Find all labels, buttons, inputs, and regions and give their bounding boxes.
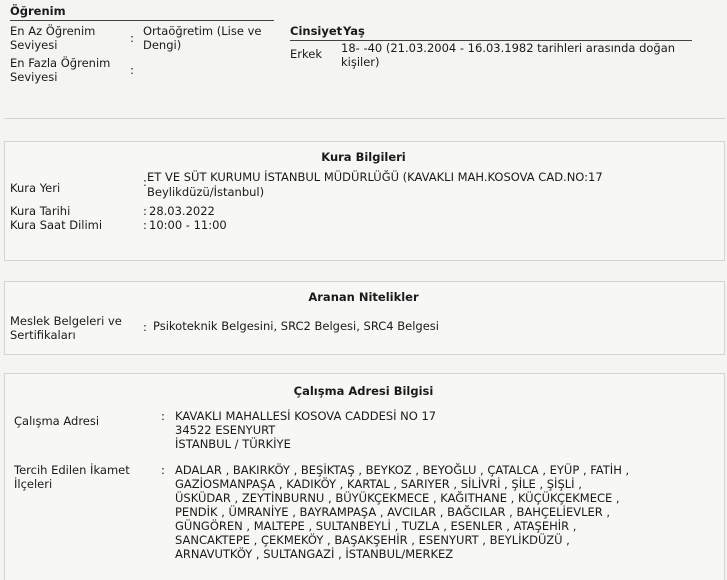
kura-date-colon: : — [143, 204, 147, 218]
kura-time-value: 10:00 - 11:00 — [149, 218, 227, 232]
min-education-colon: : — [130, 31, 134, 45]
qualifications-colon: : — [143, 320, 147, 334]
kura-time-label: Kura Saat Dilimi — [10, 218, 103, 232]
qualifications-title: Aranan Nitelikler — [308, 290, 419, 304]
address-line3: İSTANBUL / TÜRKİYE — [175, 437, 291, 451]
districts-label: Tercih Edilen İkamet İlçeleri — [14, 463, 130, 491]
district-line: ADALAR , BAKIRKÖY , BEŞİKTAŞ , BEYKOZ , BEYOĞLU , ÇATALCA , EYÜP , FATİH , — [175, 463, 630, 477]
kura-date-label: Kura Tarihi — [10, 204, 71, 218]
min-education-value: Ortaöğretim (Lise ve Dengi) — [143, 24, 262, 52]
address-label: Çalışma Adresi — [14, 414, 100, 428]
district-line: GÜNGÖREN , MALTEPE , SULTANBEYLİ , TUZLA , ESENLER , ATAŞEHİR , — [175, 519, 577, 533]
kura-place-colon: : — [143, 175, 147, 189]
kura-date-value: 28.03.2022 — [149, 204, 215, 218]
kura-time-colon: : — [143, 218, 147, 232]
address-colon: : — [161, 409, 165, 423]
age-heading: Yaş — [343, 24, 365, 38]
kura-title: Kura Bilgileri — [321, 150, 406, 164]
qualifications-label: Meslek Belgeleri ve Sertifikaları — [10, 314, 122, 342]
max-education-label: En Fazla Öğrenim Seviyesi — [10, 56, 111, 84]
gender-heading: Cinsiyet — [290, 24, 343, 38]
min-education-label: En Az Öğrenim Seviyesi — [10, 24, 96, 52]
kura-place-line1: ET VE SÜT KURUMU İSTANBUL MÜDÜRLÜĞÜ (KAVAKLI MAH.KOSOVA CAD.NO:17 — [147, 170, 603, 184]
education-heading: Öğrenim — [10, 4, 66, 18]
district-line: ARNAVUTKÖY , SULTANGAZİ , İSTANBUL/MERKEZ — [175, 547, 454, 561]
gender-value: Erkek — [290, 47, 322, 61]
district-line: ÜSKÜDAR , ZEYTİNBURNU , BÜYÜKÇEKMECE , KAĞITHANE , KÜÇÜKÇEKMECE , — [175, 491, 620, 505]
address-line1: KAVAKLI MAHALLESİ KOSOVA CADDESİ NO 17 — [175, 409, 437, 423]
max-education-colon: : — [130, 63, 134, 77]
age-value: 18- -40 (21.03.2004 - 16.03.1982 tarihleri arasında doğan kişiler) — [341, 41, 676, 69]
qualifications-value: Psikoteknik Belgesini, SRC2 Belgesi, SRC4 Belgesi — [153, 319, 439, 333]
district-line: PENDİK , ÜMRANİYE , BAYRAMPAŞA , AVCILAR , BAĞCILAR , BAHÇELİEVLER , — [175, 505, 611, 519]
section-divider — [4, 118, 725, 119]
address-title: Çalışma Adresi Bilgisi — [293, 384, 434, 398]
education-heading-rule — [10, 20, 274, 21]
kura-place-line2: Beylikdüzü/İstanbul) — [147, 185, 265, 199]
districts-colon: : — [161, 463, 165, 477]
kura-place-label: Kura Yeri — [10, 181, 61, 195]
address-line2: 34522 ESENYURT — [175, 423, 276, 437]
district-line: GAZİOSMANPAŞA , KADIKÖY , KARTAL , SARIYER , SİLİVRİ , ŞİLE , ŞİŞLİ , — [175, 477, 582, 491]
district-line: SANCAKTEPE , ÇEKMEKÖY , BAŞAKŞEHİR , ESENYURT , BEYLİKDÜZÜ , — [175, 533, 570, 547]
